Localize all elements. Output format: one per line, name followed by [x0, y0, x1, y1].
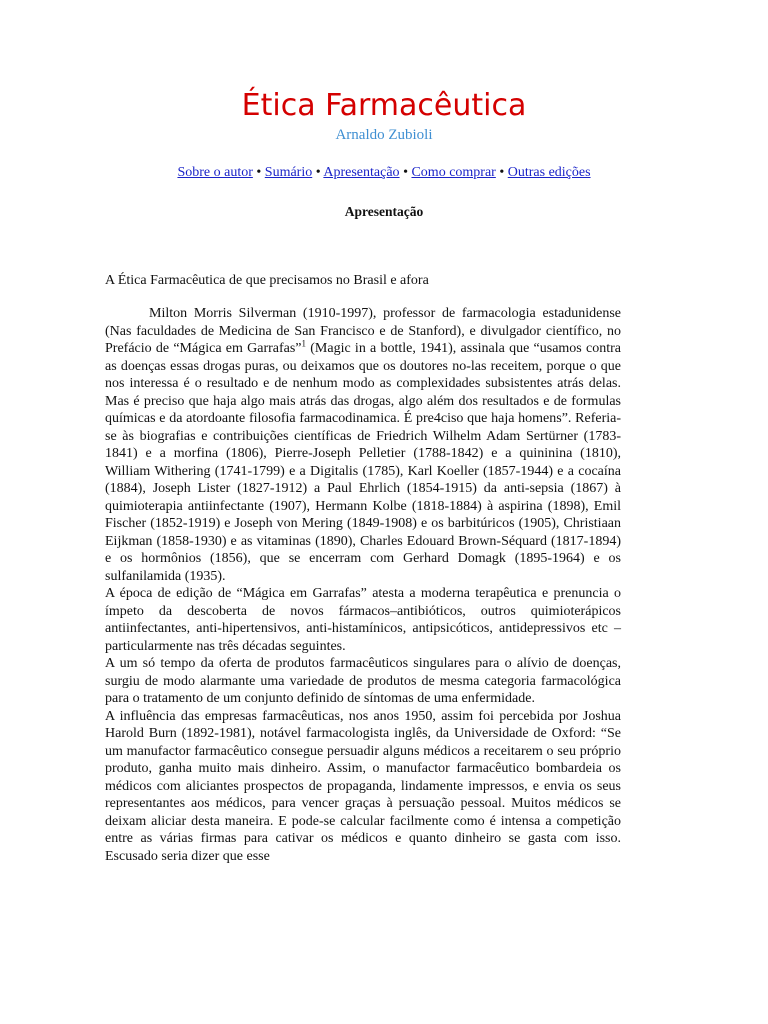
- article-body: [105, 305, 621, 865]
- paragraph-4: A influência das empresas farmacêuticas, nos anos 1950, assim foi percebida por Joshua Harold Burn (1892-1981), notável farmacologista inglês, da Universidade de Oxford: “Se um manufactor farmacêutico consegue persuadir alguns médicos a receitarem o seu próprio produto, ganha muito mais dinheiro. Assim, o manufactor farmacêutico bombardeia os médicos com aliciantes prospectos de propaganda, lindamente impressos, e envia os seus representantes aos médicos, para vencer graças à persuação pessoal. Muitos médicos se deixam aliciar desta maneira. E pode-se calcular facilmente como é intensa a competição entre as várias firmas para cativar os médicos e quanto dinheiro se gasta com isso. Escusado seria dizer que esse: [105, 708, 621, 864]
- nav-link-sumario[interactable]: Sumário: [264, 165, 313, 180]
- nav-link-apresentacao[interactable]: Apresentação: [323, 165, 400, 180]
- paragraph-1-text-start: Milton Morris Silverman (1910-1997), professor de farmacologia estadunidense (Nas faculdades de Medicina de San Francisco e de Stanford), e divulgador científico, no Prefácio de “Mágica em Garrafas”: [105, 306, 621, 356]
- nav-separator: •: [399, 165, 412, 180]
- nav-separator: •: [252, 165, 265, 180]
- paragraph-1: [105, 305, 621, 585]
- section-heading: Apresentação: [344, 204, 424, 219]
- nav-link-como-comprar[interactable]: Como comprar: [411, 165, 496, 180]
- nav-separator: •: [312, 165, 324, 180]
- nav-link-sobre-o-autor[interactable]: Sobre o autor: [177, 165, 253, 180]
- footnote-marker[interactable]: 1: [301, 338, 307, 349]
- author-name: Arnaldo Zubioli: [335, 127, 433, 143]
- nav-bar: [0, 163, 768, 183]
- paragraph-2: A época de edição de “Mágica em Garrafas” atesta a moderna terapêutica e prenuncia o ímpeto da descoberta de novos fármacos–antibióticos, outros quimioterápicos antiinfectantes, anti-hipertensivos, anti-histamínicos, antipsicóticos, antidepressivos etc – particularmente nas três décadas seguintes.: [105, 586, 621, 654]
- page-title: Ética Farmacêutica: [241, 88, 527, 123]
- nav-separator: •: [495, 165, 508, 180]
- paragraph-3: A um só tempo da oferta de produtos farmacêuticos singulares para o alívio de doenças, surgiu de modo alarmante uma variedade de produtos de mesma categoria farmacológica para o tratamento de um conjunto definido de síntomas de uma enfermidade.: [105, 656, 621, 706]
- paragraph-1-text-end: (Magic in a bottle, 1941), assinala que “usamos contra as doenças essas drogas puras, ou deixamos que os doutores no-las receitem, porque o que nos interessa é o resultado e de nenhum modo as complexidades subsistentes atrás delas. Mas é preciso que haja algo mais atrás das drogas, algo além dos resultados e de formulas químicas e da atordoante filosofia farmacodinamica. É pre4ciso que haja homens”. Referia-se às biografias e contribuições científicas de Friedrich Wilhelm Adam Sertürner (1783-1841) e a morfina (1806), Pierre-Joseph Pelletier (1788-1842) e a quininina (1810), William Withering (1741-1799) e a Digitalis (1785), Karl Koeller (1857-1944) e a cocaína (1884), Joseph Lister (1827-1912) a Paul Ehrlich (1854-1915) da anti-sepsia (1867) à quimioterapia antiinfectante (1907), Hermann Kolbe (1818-1884) à aspirina (1898), Emil Fischer (1852-1919) e Joseph von Mering (1849-1908) e os barbitúricos (1905), Christiaan Eijkman (1858-1930) e as vitaminas (1890), Charles Edouard Brown-Séquard (1817-1894) e os hormônios (1856), que se encerram com Gerhard Domagk (1895-1964) e os sulfanilamida (1935).: [105, 341, 621, 584]
- nav-link-outras-edicoes[interactable]: Outras edições: [507, 165, 591, 180]
- article-subtitle: A Ética Farmacêutica de que precisamos no Brasil e afora: [105, 273, 429, 288]
